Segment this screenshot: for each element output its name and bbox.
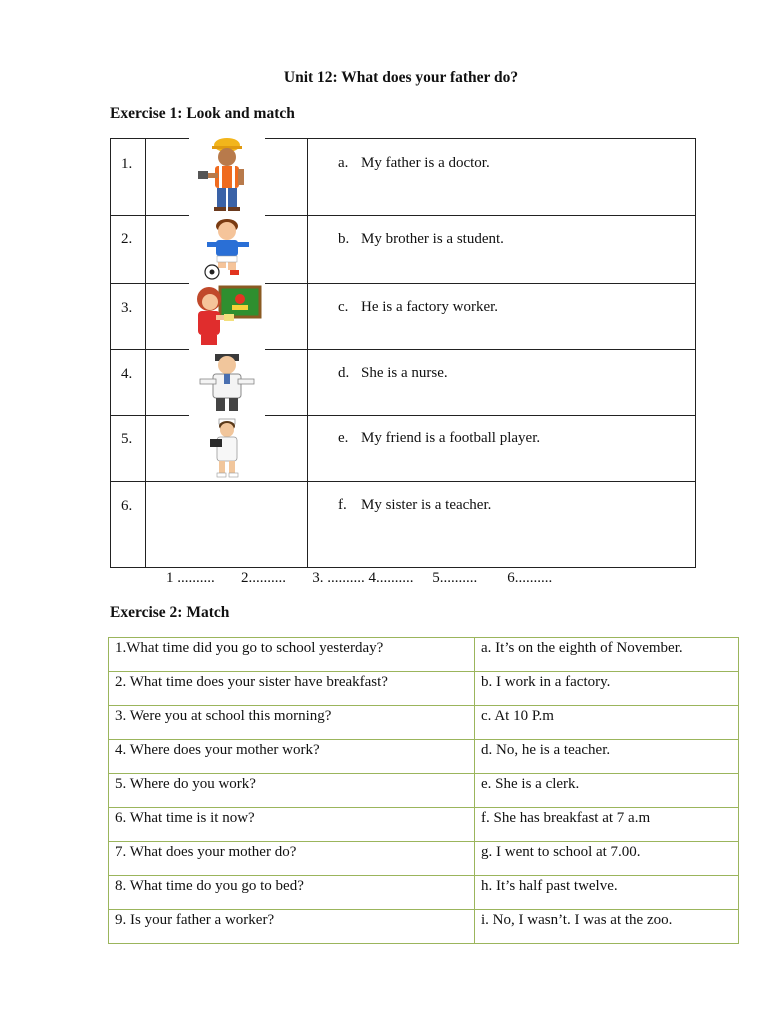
question-cell: 4. Where does your mother work? xyxy=(109,740,475,774)
exercise1-heading: Exercise 1: Look and match xyxy=(110,105,295,122)
table-row xyxy=(109,638,739,672)
question-cell: 1.What time did you go to school yesterday? xyxy=(109,638,475,672)
question-cell: 7. What does your mother do? xyxy=(109,842,475,876)
option-letter: e. xyxy=(338,430,349,446)
nurse-icon xyxy=(189,415,265,481)
question-cell: 5. Where do you work? xyxy=(109,774,475,808)
table-row xyxy=(109,842,739,876)
exercise2-table xyxy=(108,637,739,944)
option-text: My father is a doctor. xyxy=(361,155,490,171)
row-number: 3. xyxy=(121,300,133,316)
option-letter: b. xyxy=(338,231,350,247)
answer-cell: g. I went to school at 7.00. xyxy=(475,842,739,876)
column-divider xyxy=(145,139,146,567)
option-text: My sister is a teacher. xyxy=(361,497,492,513)
exercise1-table xyxy=(110,138,696,568)
answer-cell: b. I work in a factory. xyxy=(475,672,739,706)
doctor-icon xyxy=(189,349,265,415)
football-player-icon xyxy=(189,215,265,283)
answer-cell: a. It’s on the eighth of November. xyxy=(475,638,739,672)
row-divider xyxy=(111,481,695,482)
row-number: 5. xyxy=(121,431,133,447)
option-letter: d. xyxy=(338,365,350,381)
table-row xyxy=(109,774,739,808)
question-cell: 2. What time does your sister have breakfast? xyxy=(109,672,475,706)
option-text: My friend is a football player. xyxy=(361,430,541,446)
option-text: My brother is a student. xyxy=(361,231,504,247)
answer-cell: c. At 10 P.m xyxy=(475,706,739,740)
row-number: 4. xyxy=(121,366,133,382)
row-number: 2. xyxy=(121,231,133,247)
page-title: Unit 12: What does your father do? xyxy=(283,69,519,86)
option-letter: f. xyxy=(338,497,347,513)
exercise2-heading: Exercise 2: Match xyxy=(110,604,230,621)
table-row xyxy=(109,740,739,774)
option-letter: c. xyxy=(338,299,349,315)
question-cell: 9. Is your father a worker? xyxy=(109,910,475,944)
table-row xyxy=(109,706,739,740)
row-number: 1. xyxy=(121,156,133,172)
answer-cell: d. No, he is a teacher. xyxy=(475,740,739,774)
table-row xyxy=(109,672,739,706)
table-row xyxy=(109,808,739,842)
question-cell: 8. What time do you go to bed? xyxy=(109,876,475,910)
exercise1-answer-line[interactable]: 1 .......... 2.......... 3. .......... 4.......... 5.......... 6.......... xyxy=(166,570,553,586)
column-divider xyxy=(307,139,308,567)
option-text: She is a nurse. xyxy=(361,365,448,381)
question-cell: 6. What time is it now? xyxy=(109,808,475,842)
teacher-icon xyxy=(189,283,265,349)
construction-worker-icon xyxy=(189,136,265,214)
answer-cell: h. It’s half past twelve. xyxy=(475,876,739,910)
answer-cell: e. She is a clerk. xyxy=(475,774,739,808)
table-row xyxy=(109,876,739,910)
option-letter: a. xyxy=(338,155,349,171)
row-number: 6. xyxy=(121,498,133,514)
table-row xyxy=(109,910,739,944)
answer-cell: i. No, I wasn’t. I was at the zoo. xyxy=(475,910,739,944)
option-text: He is a factory worker. xyxy=(361,299,499,315)
answer-cell: f. She has breakfast at 7 a.m xyxy=(475,808,739,842)
question-cell: 3. Were you at school this morning? xyxy=(109,706,475,740)
